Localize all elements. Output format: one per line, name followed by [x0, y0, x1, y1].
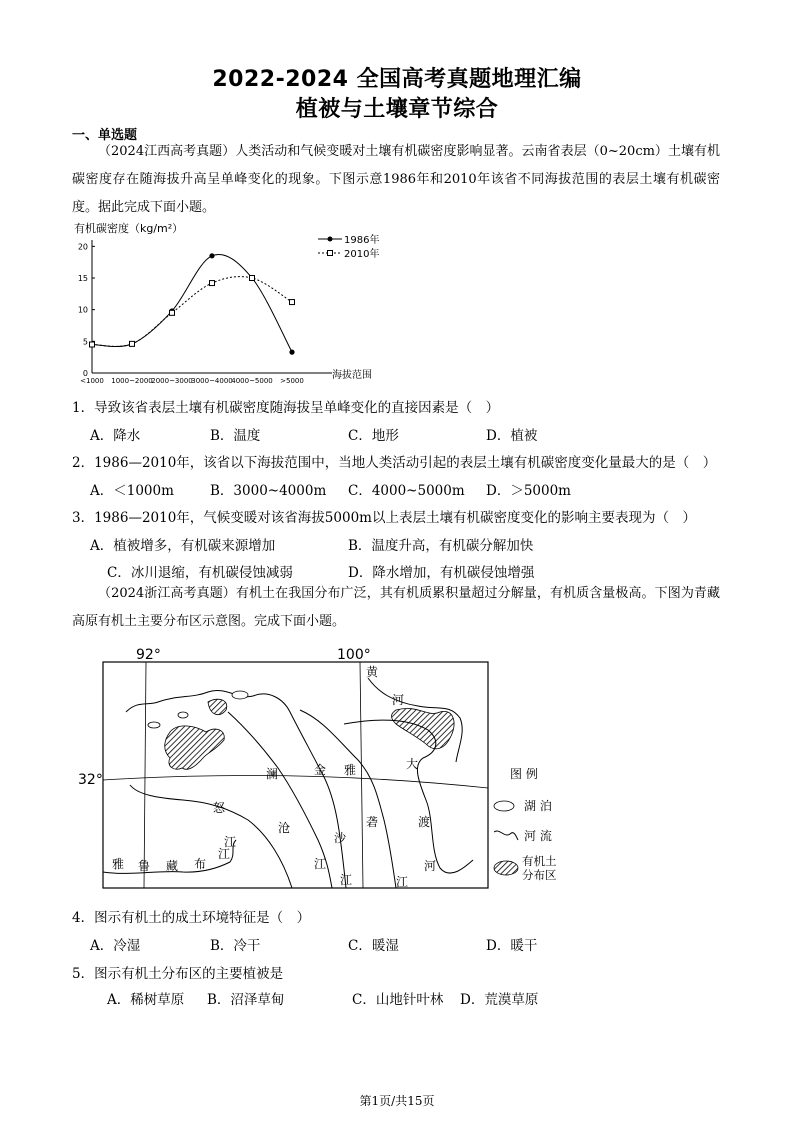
lake: [148, 722, 160, 728]
label-dadu: 大: [406, 757, 419, 771]
label-nu: 怒: [213, 801, 226, 815]
label-nu: 江: [224, 835, 237, 849]
label-yarlung: 藏: [166, 859, 179, 873]
lon-label-92: 92°: [136, 647, 161, 663]
lake: [178, 712, 188, 718]
question-5: 5．图示有机土分布区的主要植被是: [72, 966, 284, 982]
label-jinsha: 金: [314, 763, 327, 777]
lon-label-100: 100°: [337, 647, 371, 663]
chart-xlabel: 海拔范围: [332, 370, 372, 381]
y-tick-label: 20: [77, 242, 88, 252]
parallel-32: [103, 776, 488, 789]
river-dadu: [344, 720, 473, 873]
y-tick-label: 5: [82, 337, 88, 347]
q3-option-b[interactable]: B．温度升高，有机碳分解加快: [348, 538, 534, 554]
q2-option-c[interactable]: C．4000~5000m: [348, 483, 465, 499]
q5-option-b[interactable]: B．沼泽草甸: [207, 992, 285, 1008]
label-dadu: 渡: [418, 815, 431, 829]
x-tick-label: 2000~3000: [151, 377, 193, 385]
label-lancang: 江: [314, 857, 327, 871]
q1-option-d[interactable]: D．植被: [486, 428, 538, 444]
map-frame: [103, 662, 488, 888]
q1-option-c[interactable]: C．地形: [348, 428, 399, 444]
label-yalong: 雅: [344, 763, 357, 777]
map-legend-title: 图 例: [510, 767, 538, 781]
q4-option-a[interactable]: A．冷湿: [90, 938, 141, 954]
point-2010: [290, 300, 295, 305]
x-tick-label: 4000~5000: [231, 377, 273, 385]
carbon-density-chart: [70, 218, 400, 388]
label-yarlung: 鲁: [138, 859, 151, 873]
question-2: 2．1986—2010年，该省以下海拔范围中，当地人类活动引起的表层土壤有机碳密度变化量最大的是（ ）: [72, 455, 717, 471]
legend-lake-label: 湖 泊: [524, 799, 552, 813]
label-huanghe: 黄: [366, 665, 379, 679]
passage-2: （2024浙江高考真题）有机土在我国分布广泛，其有机质累积量超过分解量，有机质含量极高。下图为青藏高原有机土主要分布区示意图。完成下面小题。: [72, 586, 720, 629]
q1-option-b[interactable]: B．温度: [210, 428, 261, 444]
organic-soil-zone-small: [208, 699, 227, 714]
lake: [232, 691, 248, 699]
page-number: 第1页/共15页: [359, 1094, 435, 1108]
organic-soil-zone-west: [165, 726, 225, 769]
tibet-map: [78, 640, 578, 890]
meridian-92: [144, 662, 146, 888]
label-yarlung: 雅: [112, 857, 125, 871]
q2-option-a[interactable]: A．＜1000m: [90, 483, 174, 499]
q1-option-a[interactable]: A．降水: [90, 428, 141, 444]
page-title: 2022-2024 全国高考真题地理汇编: [212, 67, 582, 92]
question-1: 1．导致该省表层土壤有机碳密度随海拔呈单峰变化的直接因素是（ ）: [72, 400, 500, 416]
legend-river-symbol: [494, 831, 518, 840]
q3-option-a[interactable]: A．植被增多，有机碳来源增加: [90, 538, 276, 554]
label-huanghe: 河: [392, 693, 405, 707]
x-tick-label: <1000: [80, 377, 104, 385]
label-lancang: 沧: [278, 821, 291, 835]
label-jinsha: 沙: [334, 831, 347, 845]
point-2010: [170, 310, 175, 315]
q5-option-d[interactable]: D．荒漠草原: [460, 992, 539, 1008]
point-2010: [130, 341, 135, 346]
question-3: 3．1986—2010年，气候变暖对该省海拔5000m以上表层土壤有机碳密度变化的影响主要表现为（ ）: [72, 510, 696, 526]
point-2010: [210, 281, 215, 286]
q3-option-c[interactable]: C．冰川退缩，有机碳侵蚀减弱: [107, 565, 293, 581]
label-yarlung: 布: [194, 857, 207, 871]
label-jinsha: 江: [340, 873, 353, 887]
q5-option-c[interactable]: C．山地针叶林: [352, 992, 444, 1008]
series-2010-line: [92, 277, 292, 347]
legend-soil-symbol: [494, 861, 518, 875]
label-yalong: 江: [396, 875, 409, 889]
y-tick-label: 10: [77, 305, 88, 315]
page-subtitle: 植被与土壤章节综合: [295, 97, 499, 122]
legend-2010-marker: [328, 251, 333, 256]
question-4: 4．图示有机土的成土环境特征是（ ）: [72, 910, 311, 926]
point-2010: [250, 276, 255, 281]
legend-lake-symbol: [494, 801, 514, 811]
x-tick-label: >5000: [280, 377, 304, 385]
legend-2010-label: 2010年: [344, 249, 380, 260]
legend-river-label: 河 流: [524, 829, 552, 843]
point-1986: [289, 350, 294, 355]
label-yalong: 砻: [366, 815, 379, 829]
legend-1986-label: 1986年: [344, 235, 380, 246]
chart-ylabel: 有机碳密度（kg/m²）: [74, 222, 184, 235]
point-2010: [90, 342, 95, 347]
organic-soil-zone-east: [392, 708, 455, 748]
x-tick-label: 1000~2000: [111, 377, 153, 385]
q3-option-d[interactable]: D．降水增加，有机碳侵蚀增强: [348, 565, 535, 581]
series-1986-line: [92, 254, 292, 352]
q2-option-b[interactable]: B．3000~4000m: [210, 483, 327, 499]
q4-option-d[interactable]: D．暖干: [486, 938, 538, 954]
label-yarlung: 江: [218, 847, 231, 861]
q5-option-a[interactable]: A．稀树草原: [107, 992, 185, 1008]
label-dadu: 河: [424, 859, 437, 873]
legend-soil-label: 有机土分布区: [522, 854, 557, 882]
y-tick-label: 15: [77, 274, 88, 283]
point-1986: [209, 253, 214, 258]
q4-option-c[interactable]: C．暖湿: [348, 938, 399, 954]
legend-1986-marker: [328, 237, 333, 242]
passage-1: （2024江西高考真题）人类活动和气候变暖对土壤有机碳密度影响显著。云南省表层（0~20cm）土壤有机碳密度存在随海拔升高呈单峰变化的现象。下图示意1986年和2010年该省不同海拔范围的表层土壤有机碳密度。据此完成下面小题。: [72, 144, 720, 215]
label-lancang: 澜: [266, 767, 279, 781]
lat-label-32: 32°: [78, 772, 103, 788]
section-heading: 一、单选题: [72, 128, 138, 143]
y-tick-label: 0: [82, 369, 88, 378]
q4-option-b[interactable]: B．冷干: [210, 938, 261, 954]
x-tick-label: 3000~4000: [191, 377, 233, 385]
q2-option-d[interactable]: D．＞5000m: [486, 483, 571, 499]
meridian-100: [360, 662, 363, 888]
